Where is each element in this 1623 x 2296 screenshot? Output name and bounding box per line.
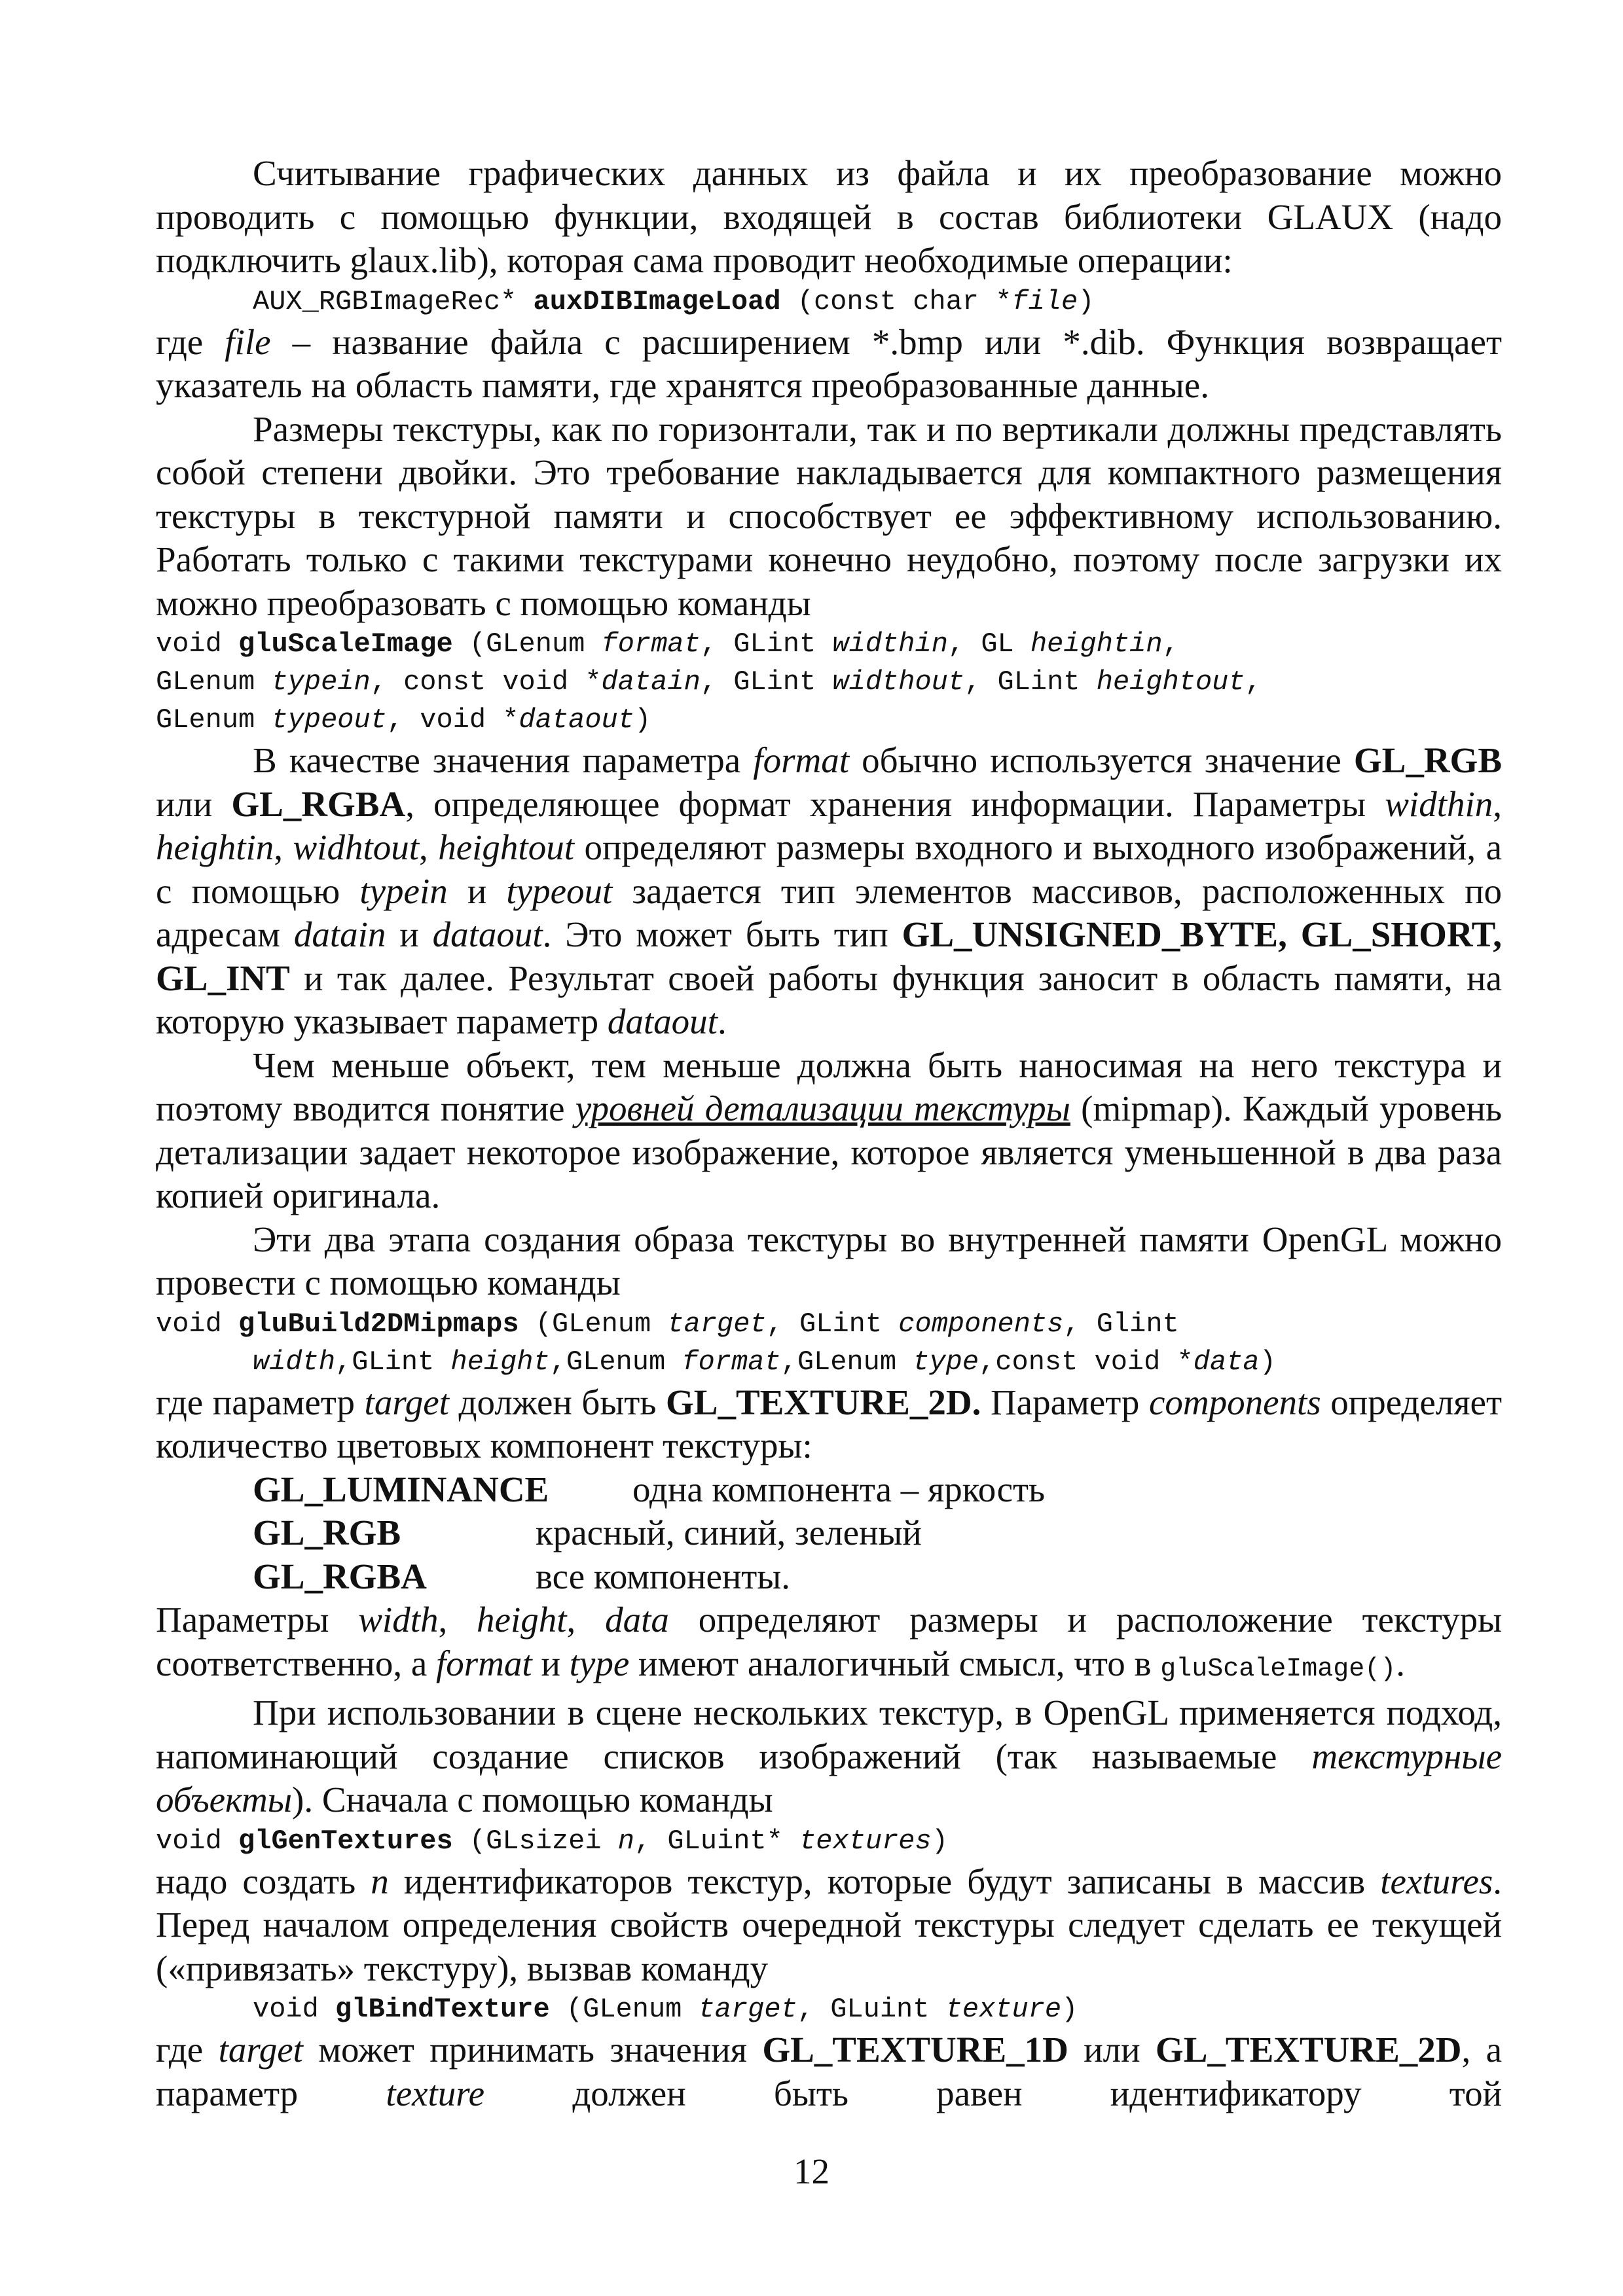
- code-text: void: [156, 1308, 222, 1340]
- code-text: (GLenum: [535, 1308, 651, 1340]
- code-arg: format: [682, 1346, 781, 1378]
- text: где параметр: [156, 1382, 355, 1422]
- code-arg: textures: [799, 1825, 932, 1857]
- text: и: [399, 914, 419, 954]
- text: или: [1084, 2030, 1140, 2070]
- code-gluBuild2DMipmaps: [156, 1305, 1502, 1381]
- code-arg: data: [1193, 1346, 1260, 1378]
- code-text: , GLint: [766, 1308, 883, 1340]
- text: задается тип элементов массивов, расположенных по адресам: [156, 870, 1503, 954]
- text: , а параметр: [156, 2030, 1503, 2113]
- text: . Перед началом определения свойств очередной текстуры следует сделать ее текущей («привязать» текстуру), вызвав команду: [156, 1861, 1503, 1988]
- constant: GL_TEXTURE_2D: [1155, 2030, 1462, 2070]
- code-arg: width: [253, 1346, 336, 1378]
- code-text: AUX_RGBImageRec*: [253, 285, 517, 317]
- function-name: gluBuild2DMipmaps: [238, 1308, 519, 1340]
- code-gluScaleImage: [156, 625, 1502, 739]
- code-glGenTextures: [156, 1822, 1502, 1860]
- italic-term: format: [436, 1643, 532, 1683]
- code-arg: typein: [271, 666, 371, 698]
- italic-term: height: [477, 1600, 567, 1640]
- text: определяют размеры и расположение текстуры соответственно, а: [156, 1600, 1503, 1683]
- table-row: [253, 1555, 1502, 1599]
- italic-term: components: [1148, 1382, 1321, 1422]
- paragraph-texture-objects: [156, 1691, 1502, 1822]
- code-arg: widthout: [832, 666, 965, 698]
- inline-code: gluScaleImage(): [1160, 1654, 1396, 1684]
- italic-term: width: [358, 1600, 439, 1640]
- italic-term: textures: [1380, 1861, 1493, 1901]
- paragraph-format-params: В качестве значения параметра format обычно используется значение GL_RGB или GL_RGBA, определяющее формат хранения информации. Параметры widthin, heightin, widhtout, heightout определяют размеры входного и выходного изображений, а с помощью typein и typeout задается тип элементов массивов, расположенных по адресам datain и dataout. Это может быть тип GL_UNSIGNED_BYTE, GL_SHORT, GL_INT и так далее. Результат своей работы функция заносит в область памяти, на которую указывает параметр dataout.: [156, 740, 1503, 1041]
- code-line: [156, 1305, 1502, 1343]
- table-value: одна компонента – яркость: [632, 1469, 1046, 1509]
- text: Параметры: [156, 1600, 329, 1640]
- constant: GL_TEXTURE_1D: [762, 2030, 1068, 2070]
- table-key: GL_RGB: [253, 1513, 401, 1552]
- code-text: ,GLenum: [780, 1346, 897, 1378]
- page-number: 12: [793, 2151, 830, 2191]
- italic-term: widthin: [1385, 783, 1493, 824]
- text: В качестве значения параметра: [253, 740, 741, 780]
- code-text: , Glint: [1063, 1308, 1179, 1340]
- text: должен быть: [458, 1382, 657, 1422]
- italic-term: format: [753, 740, 849, 780]
- paragraph-texture-size: Размеры текстуры, как по горизонтали, так и по вертикали должны представлять собой степени двойки. Это требование накладывается для компактного размещения текстуры в текстурной памяти и способствует ее эффективному использованию. Работать только с такими текстурами конечно неудобно, поэтому после загрузки их можно преобразовать с помощью команды: [156, 408, 1502, 623]
- code-text: void: [253, 1994, 319, 2025]
- function-name: auxDIBImageLoad: [533, 285, 781, 317]
- code-text: GLenum: [156, 666, 255, 698]
- paragraph-create-ids: [156, 1860, 1502, 1991]
- paragraph-two-stages: Эти два этапа создания образа текстуры во внутренней памяти OpenGL можно провести с помощью команды: [156, 1219, 1502, 1302]
- text: ). Сначала с помощью команды: [292, 1780, 773, 1820]
- code-text: void: [156, 1825, 222, 1857]
- italic-term: widhtout: [293, 827, 420, 867]
- constant: GL_UNSIGNED_BYTE, GL_SHORT, GL_INT: [156, 914, 1502, 998]
- text: может принимать значения: [318, 2030, 747, 2070]
- code-arg: target: [667, 1308, 767, 1340]
- code-arg: heightin: [1030, 628, 1163, 660]
- code-arg: datain: [601, 666, 701, 698]
- italic-term: heightin: [156, 827, 274, 867]
- text: , определяющее формат хранения информации. Параметры: [405, 783, 1366, 824]
- paragraph-mipmap: [156, 1044, 1502, 1218]
- code-text: , void *: [386, 704, 519, 736]
- text: обычно используется значение: [862, 740, 1341, 780]
- italic-term: dataout: [432, 914, 543, 954]
- code-arg: file: [1012, 285, 1078, 317]
- paragraph-target-param: [156, 1381, 1502, 1468]
- code-text: ,GLenum: [549, 1346, 666, 1378]
- function-name: glGenTextures: [238, 1825, 453, 1857]
- code-text: ,const void *: [979, 1346, 1194, 1378]
- code-arg: type: [913, 1346, 979, 1378]
- italic-term: type: [569, 1643, 630, 1683]
- code-arg: texture: [945, 1994, 1062, 2025]
- code-text: (GLsizei: [469, 1825, 602, 1857]
- table-value: все компоненты.: [536, 1556, 791, 1596]
- italic-term: heightout: [438, 827, 574, 867]
- code-text: ,GLint: [335, 1346, 435, 1378]
- text: ,: [566, 1600, 576, 1640]
- code-arg: format: [601, 628, 701, 660]
- code-text: (GLenum: [566, 1994, 682, 2025]
- text: идентификаторов текстур, которые будут записаны в массив: [403, 1861, 1366, 1901]
- code-text: void: [156, 628, 222, 660]
- paragraph-width-height: [156, 1598, 1502, 1691]
- paragraph-glaux-intro: Считывание графических данных из файла и их преобразование можно проводить с помощью функции, входящей в состав библиотеки GLAUX (надо подключить glaux.lib), которая сама проводит необходимые операции:: [156, 153, 1502, 280]
- constant: GL_RGB: [1353, 740, 1503, 780]
- function-name: glBindTexture: [335, 1994, 550, 2025]
- code-text: , GLint: [700, 628, 816, 660]
- code-line: GLenum typein, const void *datain, GLint widthout, GLint heightout,: [156, 666, 1262, 698]
- code-arg: widthin: [832, 628, 948, 660]
- code-arg: target: [698, 1994, 797, 2025]
- text: . Это может быть тип: [542, 914, 888, 954]
- text: и так далее. Результат своей работы функция заносит в область памяти, на которую указывает параметр: [156, 958, 1502, 1041]
- text: Чем меньше объект, тем меньше должна быть наносимая на него текстура и поэтому вводится понятие: [156, 1045, 1502, 1128]
- text: .: [1396, 1643, 1406, 1683]
- code-arg: components: [898, 1308, 1064, 1340]
- code-text: , GLuint: [797, 1994, 930, 2025]
- code-text: (GLenum: [469, 628, 585, 660]
- paragraph-bind-target: [156, 2028, 1502, 2115]
- code-text: ): [1078, 285, 1095, 317]
- italic-term: texture: [386, 2073, 485, 2113]
- code-line: [156, 701, 1502, 739]
- constant: GL_TEXTURE_2D.: [666, 1382, 981, 1422]
- table-row: [253, 1511, 1502, 1555]
- code-text: , GLint: [964, 666, 1080, 698]
- table-key: GL_LUMINANCE: [253, 1469, 549, 1509]
- text: или: [156, 783, 213, 824]
- code-text: ): [1259, 1346, 1276, 1378]
- text: Параметр: [990, 1382, 1140, 1422]
- code-text: ): [634, 704, 651, 736]
- table-key: GL_RGBA: [253, 1556, 427, 1596]
- page-body: [156, 152, 1502, 2115]
- text: должен быть равен идентификатору той: [572, 2073, 1503, 2113]
- code-line: [156, 1343, 1502, 1381]
- text: – название файла с расширением *.bmp или *.dib. Функция возвращает указатель на область памяти, где хранятся преобразованные данные.: [156, 321, 1502, 405]
- paragraph-file-param: [156, 321, 1502, 408]
- text: определяют размеры входного и выходного изображений, а с помощью: [156, 827, 1503, 911]
- code-text: , const void *: [370, 666, 602, 698]
- code-text: (const char *: [797, 285, 1012, 317]
- italic-term: dataout: [607, 1001, 718, 1041]
- code-text: , GL: [947, 628, 1014, 660]
- constant: GL_RGBA: [231, 783, 406, 824]
- function-name: gluScaleImage: [238, 628, 453, 660]
- italic-term: typeout: [506, 870, 613, 911]
- text: где: [156, 2030, 204, 2070]
- text: имеют аналогичный смысл, что в: [638, 1643, 1152, 1683]
- code-arg: heightout: [1096, 666, 1245, 698]
- italic-term: typein: [359, 870, 448, 911]
- text: При использовании в сцене нескольких текстур, в OpenGL применяется подход, напоминающий создание списков изображений (так называемые: [156, 1693, 1502, 1776]
- code-glBindTexture: [156, 1990, 1502, 2028]
- code-arg: n: [617, 1825, 634, 1857]
- text: (mipmap). Каждый уровень детализации задает некоторое изображение, которое является уменьшенной в два раза копией оригинала.: [156, 1088, 1503, 1215]
- table-row: [253, 1468, 1502, 1512]
- code-text: , GLuint*: [634, 1825, 783, 1857]
- italic-term: file: [225, 321, 271, 362]
- code-arg: height: [450, 1346, 550, 1378]
- italic-term: уровней детализации текстуры: [575, 1088, 1070, 1128]
- code-arg: typeout: [271, 704, 387, 736]
- text: где: [156, 321, 204, 362]
- text: определяет количество цветовых компонент текстуры:: [156, 1382, 1503, 1465]
- italic-term: data: [605, 1600, 669, 1640]
- code-text: ): [931, 1825, 948, 1857]
- code-text: GLenum: [156, 704, 255, 736]
- code-line: void gluScaleImage (GLenum format, GLint widthin, GL heightin,: [156, 628, 1179, 660]
- italic-term: datain: [293, 914, 386, 954]
- table-value: красный, синий, зеленый: [536, 1513, 922, 1552]
- italic-term: target: [218, 2030, 303, 2070]
- italic-term: n: [371, 1861, 389, 1901]
- italic-term: текстурные объекты: [156, 1736, 1502, 1820]
- text: и: [467, 870, 487, 911]
- code-arg: dataout: [519, 704, 634, 736]
- components-table: [156, 1468, 1502, 1599]
- code-text: ): [1061, 1994, 1078, 2025]
- text: .: [717, 1001, 727, 1041]
- text: надо создать: [156, 1861, 356, 1901]
- code-text: , GLint: [700, 666, 816, 698]
- text: и: [541, 1643, 560, 1683]
- code-auxDIBImageLoad: [156, 283, 1502, 321]
- italic-term: target: [364, 1382, 449, 1422]
- text: ,: [438, 1600, 448, 1640]
